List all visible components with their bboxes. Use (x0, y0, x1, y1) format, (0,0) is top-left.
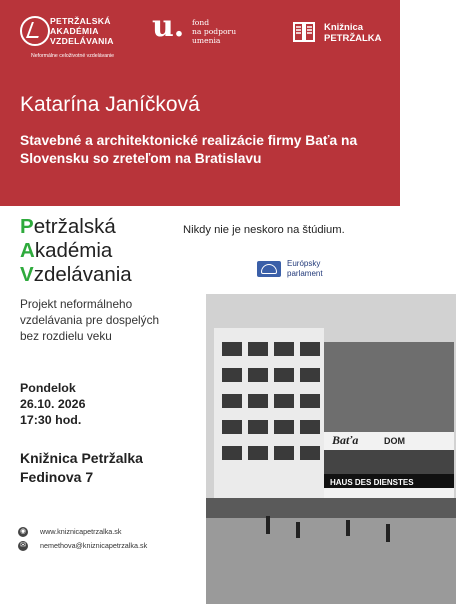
pen-nib-icon (20, 16, 50, 46)
event-time: 17:30 hod. (20, 413, 82, 427)
eu-parliament-icon (257, 261, 281, 277)
speaker-name: Katarína Janíčková (20, 93, 200, 116)
book-icon (292, 20, 316, 44)
building-illustration (206, 294, 456, 604)
venue-name: Knižnica Petržalka (20, 450, 143, 466)
academy-logo-text: PETRŽALSKÁ AKADÉMIA VZDELÁVANIA (50, 16, 114, 46)
eu-parliament-text: Európsky parlament (287, 259, 323, 278)
globe-icon: ◉ (19, 528, 27, 535)
event-day: Pondelok (20, 381, 76, 395)
fund-logo-mark: u. (152, 9, 185, 44)
event-datetime (20, 380, 85, 428)
event-date: 26.10. 2026 (20, 397, 86, 411)
project-description: Projekt neformálneho vzdelávania pre dospelých bez rozdielu veku (20, 297, 160, 343)
slogan: Nikdy nie je neskoro na štúdium. (183, 224, 345, 236)
building-photo (206, 294, 456, 604)
bata-sign: Baťa (332, 433, 359, 447)
dom-sign: DOM (384, 436, 405, 446)
header-banner (0, 0, 400, 206)
haus-des-dienstes-sign: HAUS DES DIENSTES (330, 478, 414, 487)
academy-logo (20, 16, 130, 62)
email-link[interactable]: nemethova@kniznicapetrzalka.sk (40, 541, 148, 550)
fund-logo-text: fond na podporu umenia (192, 18, 237, 45)
email-icon: ✉ (18, 541, 28, 551)
venue-address: Fedinova 7 (20, 469, 94, 485)
library-logo-text: Knižnica PETRŽALKA (324, 22, 382, 44)
event-venue (20, 449, 143, 487)
website-link[interactable]: www.kniznicapetrzalka.sk (40, 527, 122, 536)
academy-logo-subtitle: Neformálne celoživotné vzdelávanie (31, 53, 115, 59)
academy-title: Petržalská Akadémia Vzdelávania (20, 215, 132, 286)
lecture-title: Stavebné a architektonické realizácie firmy Baťa na Slovensku so zreteľom na Bratislavu (20, 133, 358, 166)
